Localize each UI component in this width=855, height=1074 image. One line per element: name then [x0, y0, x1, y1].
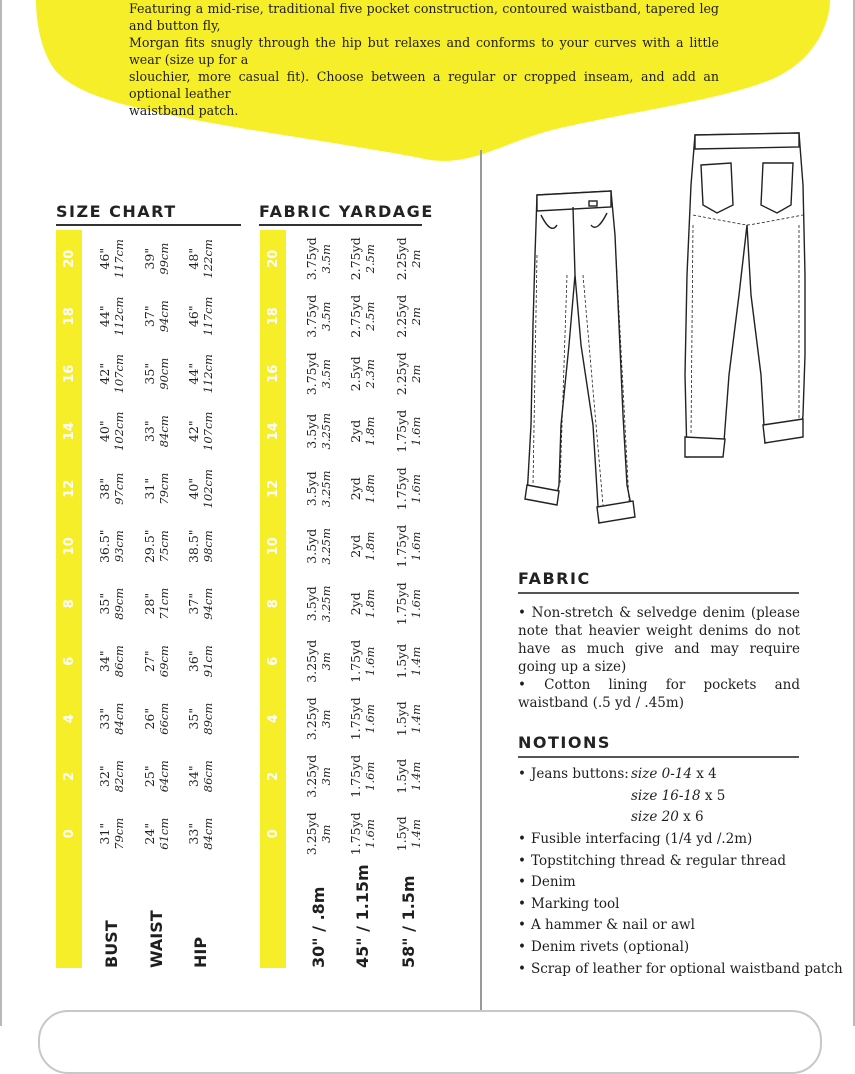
notions-rule	[518, 756, 799, 758]
fabric-yardage-value-primary: 3.75yd	[304, 352, 319, 396]
size-chart-value-primary: 39"	[142, 247, 157, 270]
fabric-yardage-row-label: 30" / .8m	[309, 886, 328, 968]
button-size-row	[631, 764, 725, 786]
bullet: •	[518, 938, 526, 955]
fabric-yardage-value-secondary: 3m	[319, 709, 333, 728]
fabric-yardage-value-secondary: 3m	[319, 652, 333, 671]
size-chart-size-label: 20	[62, 249, 77, 268]
fabric-yardage-row-label: 45" / 1.15m	[353, 864, 372, 968]
size-chart-size-label: 8	[62, 599, 77, 609]
size-chart-row-label: BUST	[102, 920, 121, 968]
bullet: •	[518, 831, 526, 847]
size-chart-value-primary: 24"	[142, 822, 157, 845]
size-chart-value-primary: 46"	[97, 247, 112, 270]
size-chart-value-primary: 46"	[186, 305, 201, 328]
size-chart-value-secondary: 69cm	[157, 645, 171, 678]
size-chart-row-label: HIP	[191, 936, 210, 968]
fabric-yardage-value-secondary: 1.4m	[409, 819, 423, 849]
size-chart-value-secondary: 64cm	[157, 760, 171, 793]
fabric-yardage-value-primary: 1.5yd	[394, 701, 409, 737]
fabric-yardage-value-secondary: 1.6m	[363, 761, 377, 791]
fabric-yardage-value-primary: 3.25yd	[304, 754, 319, 798]
size-chart-value-primary: 31"	[142, 477, 157, 500]
jeans-back-drawing	[685, 133, 805, 457]
size-chart-value-primary: 35"	[186, 707, 201, 730]
size-chart-value-secondary: 91cm	[201, 645, 215, 678]
fabric-yardage-value-primary: 3.25yd	[304, 639, 319, 683]
intro-line: slouchier, more casual fit). Choose between a regular or cropped inseam, and add an optional leather	[129, 69, 719, 101]
intro-line: waistband patch.	[129, 103, 239, 118]
size-chart-value-primary: 42"	[97, 362, 112, 385]
size-chart-row-label: WAIST	[147, 910, 166, 968]
intro-line: Morgan fits snugly through the hip but relaxes and conforms to your curves with a little wear (size up for a	[129, 35, 719, 67]
fabric-yardage-size-label: 2	[266, 771, 281, 781]
fabric-yardage-value-primary: 3.25yd	[304, 812, 319, 856]
button-size: size 16-18	[631, 787, 701, 804]
notion-item	[518, 851, 843, 873]
size-chart-size-label: 18	[62, 307, 77, 326]
fabric-yardage-size-label: 4	[266, 714, 281, 724]
column-divider	[480, 150, 482, 1010]
size-chart-size-label: 6	[62, 656, 77, 666]
size-chart-size-band	[56, 230, 82, 968]
fabric-yardage-size-label: 6	[266, 656, 281, 666]
size-chart-value-secondary: 84cm	[201, 817, 215, 850]
size-chart-value-secondary: 66cm	[157, 702, 171, 735]
fabric-yardage-value-primary: 1.75yd	[348, 754, 363, 798]
fabric-yardage-value-secondary: 1.6m	[409, 589, 423, 619]
fabric-yardage-value-secondary: 3.25m	[319, 585, 333, 623]
fabric-yardage-size-label: 20	[266, 249, 281, 268]
fabric-yardage-size-label: 16	[266, 364, 281, 383]
fabric-yardage-title: FABRIC YARDAGE	[259, 202, 434, 221]
fabric-yardage-value-primary: 2.75yd	[348, 294, 363, 338]
fabric-yardage-value-secondary: 1.6m	[409, 474, 423, 504]
notion-item-buttons	[518, 764, 843, 829]
fabric-yardage-value-primary: 2.25yd	[394, 294, 409, 338]
fabric-yardage-value-primary: 3.5yd	[304, 586, 319, 622]
fabric-yardage-size-label: 8	[266, 599, 281, 609]
buttons-label: Jeans buttons:	[531, 766, 629, 782]
fabric-yardage-value-secondary: 2.5m	[363, 301, 377, 331]
fabric-yardage-value-secondary: 3.25m	[319, 412, 333, 450]
fabric-item: • Cotton lining for pockets and waistband (.5 yd / .45m)	[518, 677, 800, 711]
size-chart-title: SIZE CHART	[56, 202, 177, 221]
size-chart-value-secondary: 102cm	[201, 469, 215, 509]
notions-title: NOTIONS	[518, 733, 611, 752]
fabric-yardage-size-band	[260, 230, 286, 968]
notion-item	[518, 915, 843, 937]
fabric-yardage-value-primary: 1.75yd	[348, 697, 363, 741]
size-chart-size-label: 16	[62, 364, 77, 383]
fabric-yardage-value-secondary: 2m	[409, 307, 423, 326]
bullet: •	[518, 852, 526, 869]
fabric-yardage-value-secondary: 1.6m	[409, 531, 423, 561]
size-chart-value-primary: 36"	[186, 650, 201, 673]
fabric-yardage-size-label: 0	[266, 829, 281, 839]
fabric-yardage-value-secondary: 1.6m	[409, 416, 423, 446]
size-chart-value-secondary: 117cm	[201, 296, 215, 336]
fabric-yardage-value-secondary: 1.4m	[409, 646, 423, 676]
fabric-yardage-value-primary: 1.75yd	[394, 409, 409, 453]
fabric-yardage-value-primary: 2yd	[348, 534, 363, 558]
fabric-yardage-size-label: 10	[266, 537, 281, 556]
fabric-yardage-value-secondary: 1.6m	[363, 704, 377, 734]
button-size: size 20	[631, 809, 679, 826]
fabric-yardage-size-label: 18	[266, 307, 281, 326]
size-chart-value-secondary: 79cm	[157, 472, 171, 505]
fabric-yardage-value-secondary: 3m	[319, 767, 333, 786]
size-chart-value-primary: 40"	[97, 420, 112, 443]
size-chart-value-primary: 31"	[97, 822, 112, 845]
size-chart-value-primary: 32"	[97, 765, 112, 788]
size-chart-value-secondary: 98cm	[201, 530, 215, 563]
fabric-yardage-value-secondary: 3m	[319, 824, 333, 843]
size-chart-value-secondary: 117cm	[112, 239, 126, 279]
fabric-yardage-value-secondary: 1.4m	[409, 704, 423, 734]
notion-label: Denim	[531, 874, 576, 891]
fabric-yardage-value-secondary: 1.6m	[363, 819, 377, 849]
fabric-yardage-size-label: 12	[266, 479, 281, 498]
size-chart-value-secondary: 86cm	[201, 760, 215, 793]
fabric-yardage-value-primary: 2.5yd	[348, 356, 363, 392]
size-chart-size-label: 2	[62, 771, 77, 781]
fabric-yardage-size-label: 14	[266, 422, 281, 441]
notions-list	[518, 764, 843, 980]
fabric-yardage-value-secondary: 2m	[409, 364, 423, 383]
size-chart-value-secondary: 97cm	[112, 472, 126, 505]
size-chart-value-secondary: 86cm	[112, 645, 126, 678]
size-chart-value-primary: 38.5"	[186, 529, 201, 564]
fabric-yardage-value-secondary: 3.5m	[319, 301, 333, 331]
fabric-yardage-row-label: 58" / 1.5m	[399, 875, 418, 968]
fabric-yardage-value-secondary: 2m	[409, 249, 423, 268]
fabric-yardage-value-primary: 3.5yd	[304, 528, 319, 564]
fabric-yardage-value-primary: 2.25yd	[394, 352, 409, 396]
fabric-yardage-value-secondary: 1.8m	[363, 589, 377, 619]
fabric-yardage-value-secondary: 1.8m	[363, 416, 377, 446]
size-chart-value-secondary: 89cm	[112, 587, 126, 620]
button-size-row	[631, 807, 725, 829]
notion-label: Scrap of leather for optional waistband patch	[531, 960, 843, 977]
size-chart-value-primary: 33"	[186, 822, 201, 845]
size-chart-value-primary: 33"	[142, 420, 157, 443]
jeans-illustration	[515, 125, 815, 535]
fabric-yardage-value-secondary: 3.25m	[319, 470, 333, 508]
notion-label: Denim rivets (optional)	[531, 938, 690, 955]
size-chart-value-secondary: 71cm	[157, 587, 171, 620]
size-chart-size-label: 4	[62, 714, 77, 724]
fabric-yardage-value-primary: 1.75yd	[394, 467, 409, 511]
size-chart-size-label: 14	[62, 422, 77, 441]
fabric-yardage-value-secondary: 1.4m	[409, 761, 423, 791]
button-qty: x 6	[678, 809, 704, 826]
fabric-yardage-value-primary: 1.75yd	[348, 639, 363, 683]
button-qty: x 4	[691, 766, 717, 782]
fabric-yardage-value-primary: 2.75yd	[348, 237, 363, 281]
size-chart-value-primary: 25"	[142, 765, 157, 788]
intro-line: Featuring a mid-rise, traditional five pocket construction, contoured waistband, tapered leg and button fly,	[129, 1, 719, 33]
notion-item	[518, 894, 843, 916]
size-chart-value-primary: 37"	[142, 305, 157, 328]
size-chart-value-primary: 26"	[142, 707, 157, 730]
size-chart-value-secondary: 112cm	[201, 354, 215, 394]
fabric-yardage-value-secondary: 1.6m	[363, 646, 377, 676]
bullet: •	[518, 766, 526, 782]
size-chart-value-secondary: 107cm	[201, 411, 215, 451]
size-chart-value-primary: 44"	[97, 305, 112, 328]
size-chart-value-primary: 34"	[186, 765, 201, 788]
fabric-yardage-value-primary: 1.75yd	[394, 582, 409, 626]
button-qty: x 5	[700, 787, 726, 804]
fabric-yardage-value-primary: 2yd	[348, 592, 363, 616]
size-chart-size-label: 10	[62, 537, 77, 556]
button-size: size 0-14	[631, 766, 692, 782]
size-chart-value-primary: 28"	[142, 592, 157, 615]
notion-label: Marking tool	[531, 895, 620, 912]
size-chart-value-secondary: 112cm	[112, 296, 126, 336]
fabric-yardage-value-primary: 2yd	[348, 419, 363, 443]
bottom-panel-outline	[38, 1010, 822, 1074]
size-chart-value-secondary: 93cm	[112, 530, 126, 563]
size-chart-value-primary: 29.5"	[142, 529, 157, 564]
size-chart-value-primary: 33"	[97, 707, 112, 730]
fabric-requirements	[518, 604, 800, 712]
size-chart-value-primary: 36.5"	[97, 529, 112, 564]
size-chart-value-secondary: 79cm	[112, 817, 126, 850]
size-chart-value-primary: 38"	[97, 477, 112, 500]
size-chart-value-primary: 37"	[186, 592, 201, 615]
notion-label: Topstitching thread & regular thread	[531, 852, 787, 869]
size-chart-value-primary: 48"	[186, 247, 201, 270]
fabric-yardage-value-secondary: 1.8m	[363, 531, 377, 561]
button-size-row	[631, 786, 725, 808]
fabric-yardage-value-primary: 1.5yd	[394, 758, 409, 794]
fabric-yardage-value-primary: 2yd	[348, 477, 363, 501]
fabric-yardage-value-primary: 3.5yd	[304, 413, 319, 449]
size-chart-value-primary: 44"	[186, 362, 201, 385]
fabric-yardage-value-secondary: 3.25m	[319, 527, 333, 565]
fabric-yardage-value-primary: 2.25yd	[394, 237, 409, 281]
size-chart-value-secondary: 94cm	[201, 587, 215, 620]
notions-list-block	[518, 764, 843, 980]
size-chart-value-secondary: 61cm	[157, 817, 171, 850]
size-chart-value-secondary: 122cm	[201, 239, 215, 279]
notion-item	[518, 829, 843, 851]
fabric-yardage-value-secondary: 2.5m	[363, 244, 377, 274]
notion-item	[518, 959, 843, 981]
fabric-yardage-value-primary: 3.25yd	[304, 697, 319, 741]
fabric-yardage-value-primary: 3.5yd	[304, 471, 319, 507]
size-chart-value-primary: 34"	[97, 650, 112, 673]
size-chart-value-primary: 42"	[186, 420, 201, 443]
size-chart-value-secondary: 82cm	[112, 760, 126, 793]
bullet: •	[518, 960, 526, 977]
fabric-yardage-value-primary: 1.5yd	[394, 643, 409, 679]
size-chart-value-primary: 27"	[142, 650, 157, 673]
fabric-title: FABRIC	[518, 569, 591, 588]
button-sizes	[631, 764, 725, 829]
bullet: •	[518, 874, 526, 891]
size-chart-value-secondary: 102cm	[112, 411, 126, 451]
fabric-yardage-value-primary: 1.75yd	[348, 812, 363, 856]
size-chart-value-secondary: 89cm	[201, 702, 215, 735]
fabric-yardage-value-secondary: 3.5m	[319, 244, 333, 274]
fabric-rule	[518, 592, 799, 594]
size-chart-value-primary: 35"	[142, 362, 157, 385]
fabric-yardage-value-secondary: 3.5m	[319, 359, 333, 389]
size-chart-value-secondary: 94cm	[157, 300, 171, 333]
fabric-item: • Non-stretch & selvedge denim (please note that heavier weight denims do not have as much give and may require going up a size)	[518, 605, 800, 675]
notion-item	[518, 937, 843, 959]
notion-label: A hammer & nail or awl	[531, 917, 695, 934]
size-chart-value-secondary: 84cm	[112, 702, 126, 735]
size-chart-value-secondary: 90cm	[157, 357, 171, 390]
jeans-front-drawing	[525, 191, 635, 523]
bullet: •	[518, 917, 526, 934]
size-chart-value-secondary: 99cm	[157, 242, 171, 275]
size-chart-value-secondary: 107cm	[112, 354, 126, 394]
size-chart-size-label: 12	[62, 479, 77, 498]
size-chart-value-secondary: 84cm	[157, 415, 171, 448]
notion-item	[518, 872, 843, 894]
notion-label: Fusible interfacing (1/4 yd /.2m)	[531, 831, 753, 847]
size-chart-size-label: 0	[62, 829, 77, 839]
fabric-yardage-value-primary: 3.75yd	[304, 237, 319, 281]
size-chart-value-primary: 35"	[97, 592, 112, 615]
fabric-yardage-value-primary: 1.75yd	[394, 524, 409, 568]
bullet: •	[518, 895, 526, 912]
fabric-yardage-value-primary: 1.5yd	[394, 816, 409, 852]
fabric-yardage-value-primary: 3.75yd	[304, 294, 319, 338]
fabric-yardage-value-secondary: 1.8m	[363, 474, 377, 504]
size-chart-value-secondary: 75cm	[157, 530, 171, 563]
fabric-yardage-value-secondary: 2.3m	[363, 359, 377, 389]
size-chart-value-primary: 40"	[186, 477, 201, 500]
